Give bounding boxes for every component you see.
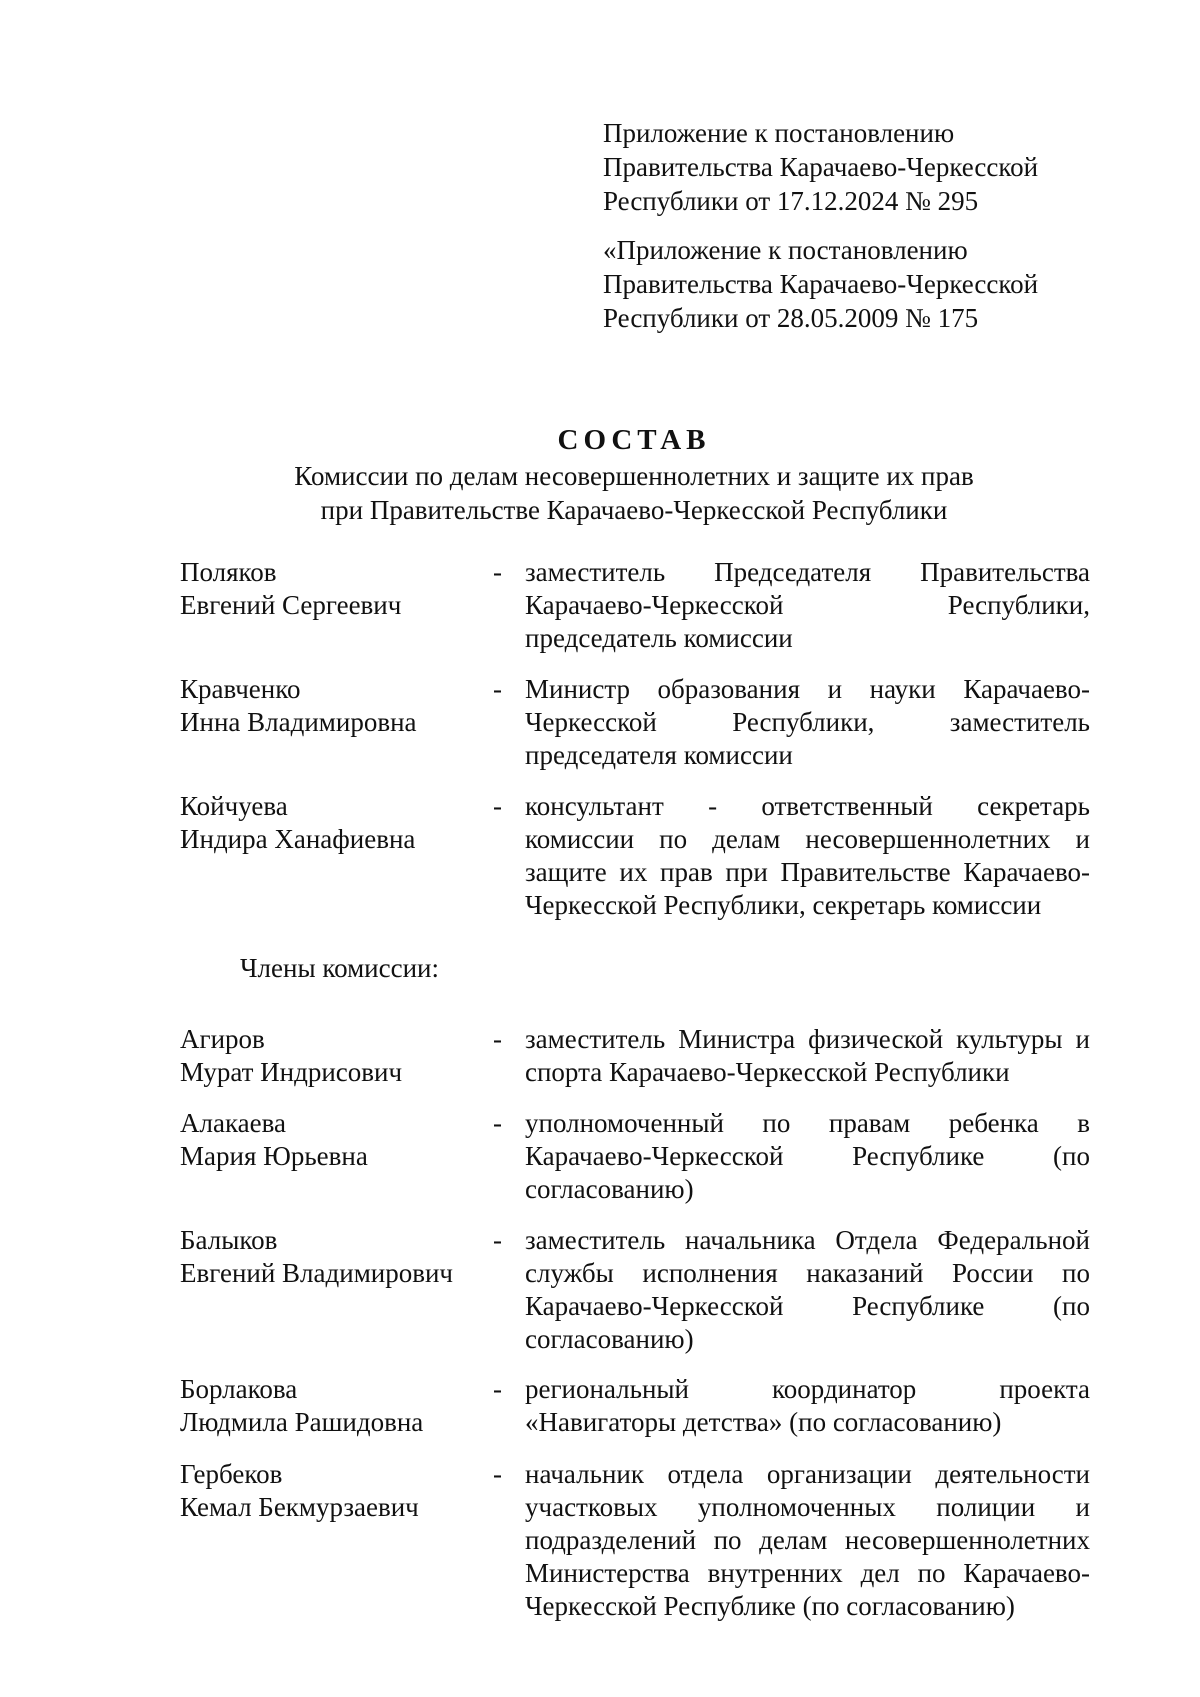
member-dash: - xyxy=(493,1459,502,1489)
document-subtitle-line2: при Правительстве Карачаево-Черкесской Республики xyxy=(320,495,948,525)
member-name: Балыков Евгений Владимирович xyxy=(180,1225,454,1288)
appendix-note-original: «Приложение к постановлению Правительства Карачаево-Черкесской Республики от 28.05.2009 № 175 xyxy=(603,235,1039,333)
document-title: СОСТАВ xyxy=(557,424,711,456)
member-role: начальник отдела организации деятельности участковых уполномоченных полиции и подразделений по делам несовершеннолетних Министерства внутренних дел по Карачаево-Черкесской Республике (по согласованию) xyxy=(525,1459,1090,1621)
member-role: заместитель начальника Отдела Федеральной службы исполнения наказаний России по Карачаево-Черкесской Республике (по согласованию) xyxy=(525,1225,1090,1354)
member-role: заместитель Председателя Правительства Карачаево-Черкесской Республики, председатель комиссии xyxy=(525,557,1090,653)
member-role: заместитель Министра физической культуры и спорта Карачаево-Черкесской Республики xyxy=(525,1024,1090,1087)
appendix-note-current: Приложение к постановлению Правительства Карачаево-Черкесской Республики от 17.12.2024 № 295 xyxy=(603,118,1039,216)
member-role: региональный координатор проекта «Навигаторы детства» (по согласованию) xyxy=(525,1374,1090,1437)
member-name: Агиров Мурат Индрисович xyxy=(180,1024,403,1087)
document-subtitle-line1: Комиссии по делам несовершеннолетних и защите их прав xyxy=(294,461,974,491)
member-name: Гербеков Кемал Бекмурзаевич xyxy=(180,1459,419,1522)
member-dash: - xyxy=(493,674,502,704)
member-role: Министр образования и науки Карачаево-Черкесской Республики, заместитель председателя комиссии xyxy=(525,674,1090,770)
member-dash: - xyxy=(493,1225,502,1255)
members-heading: Члены комиссии: xyxy=(240,953,439,983)
member-dash: - xyxy=(493,791,502,821)
member-name: Борлакова Людмила Рашидовна xyxy=(180,1374,424,1437)
member-name: Кравченко Инна Владимировна xyxy=(180,674,417,737)
member-dash: - xyxy=(493,1024,502,1054)
member-name: Поляков Евгений Сергеевич xyxy=(180,557,402,620)
member-dash: - xyxy=(493,557,502,587)
member-dash: - xyxy=(493,1108,502,1138)
member-name: Койчуева Индира Ханафиевна xyxy=(180,791,416,854)
member-dash: - xyxy=(493,1374,502,1404)
member-role: консультант - ответственный секретарь комиссии по делам несовершеннолетних и защите их прав при Правительстве Карачаево-Черкесской Республики, секретарь комиссии xyxy=(525,791,1090,920)
member-name: Алакаева Мария Юрьевна xyxy=(180,1108,368,1171)
member-role: уполномоченный по правам ребенка в Карачаево-Черкесской Республике (по согласованию) xyxy=(525,1108,1090,1204)
